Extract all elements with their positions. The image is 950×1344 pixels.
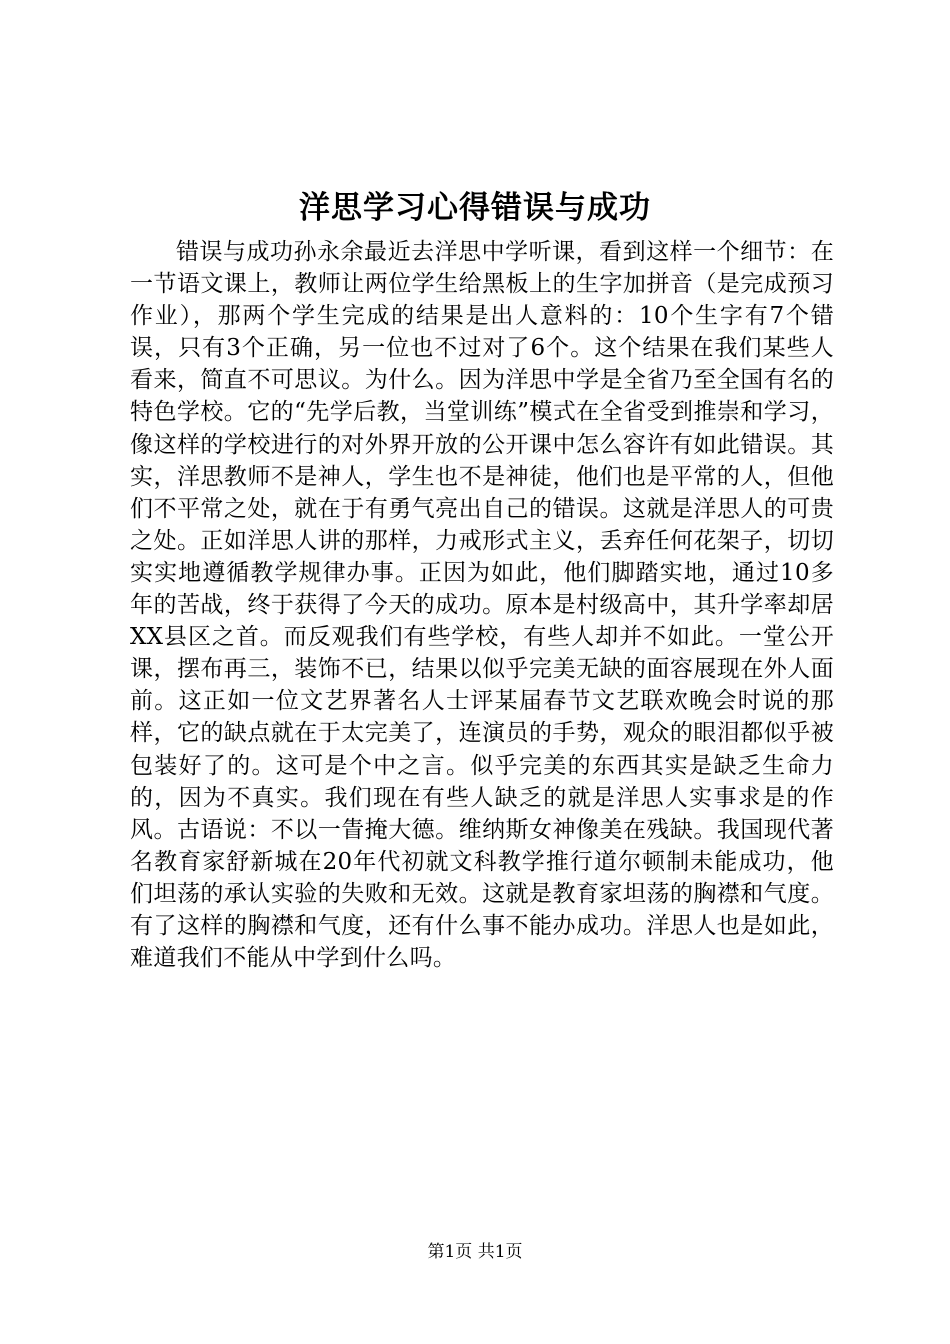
document-body-paragraph: 错误与成功孙永余最近去洋思中学听课，看到这样一个细节：在一节语文课上，教师让两位学生给黑板上的生字加拼音（是完成预习作业），那两个学生完成的结果是出人意料的：10个生字有7个错误，只有3个正确，另一位也不过对了6个。这个结果在我们某些人看来，简直不可思议。为什么。因为洋思中学是全省乃至全国有名的特色学校。它的“先学后教，当堂训练”模式在全省受到推崇和学习，像这样的学校进行的对外界开放的公开课中怎么容许有如此错误。其实，洋思教师不是神人，学生也不是神徒，他们也是平常的人，但他们不平常之处，就在于有勇气亮出自己的错误。这就是洋思人的可贵之处。正如洋思人讲的那样，力戒形式主义，丢弃任何花架子，切切实实地遵循教学规律办事。正因为如此，他们脚踏实地，通过10多年的苦战，终于获得了今天的成功。原本是村级高中，其升学率却居XX县区之首。而反观我们有些学校，有些人却并不如此。一堂公开课，摆布再三，装饰不已，结果以似乎完美无缺的面容展现在外人面前。这正如一位文艺界著名人士评某届春节文艺联欢晚会时说的那样，它的缺点就在于太完美了，连演员的手势，观众的眼泪都似乎被包装好了的。这可是个中之言。似乎完美的东西其实是缺乏生命力的，因为不真实。我们现在有些人缺乏的就是洋思人实事求是的作风。古语说：不以一眚掩大德。维纳斯女神像美在残缺。我国现代著名教育家舒新城在20年代初就文科教学推行道尔顿制未能成功，他们坦荡的承认实验的失败和无效。这就是教育家坦荡的胸襟和气度。有了这样的胸襟和气度，还有什么事不能办成功。洋思人也是如此，难道我们不能从中学到什么吗。	[130, 239, 834, 972]
document-title: 洋思学习心得错误与成功	[299, 190, 651, 226]
page-number-footer: 第1页 共1页	[427, 1242, 523, 1262]
